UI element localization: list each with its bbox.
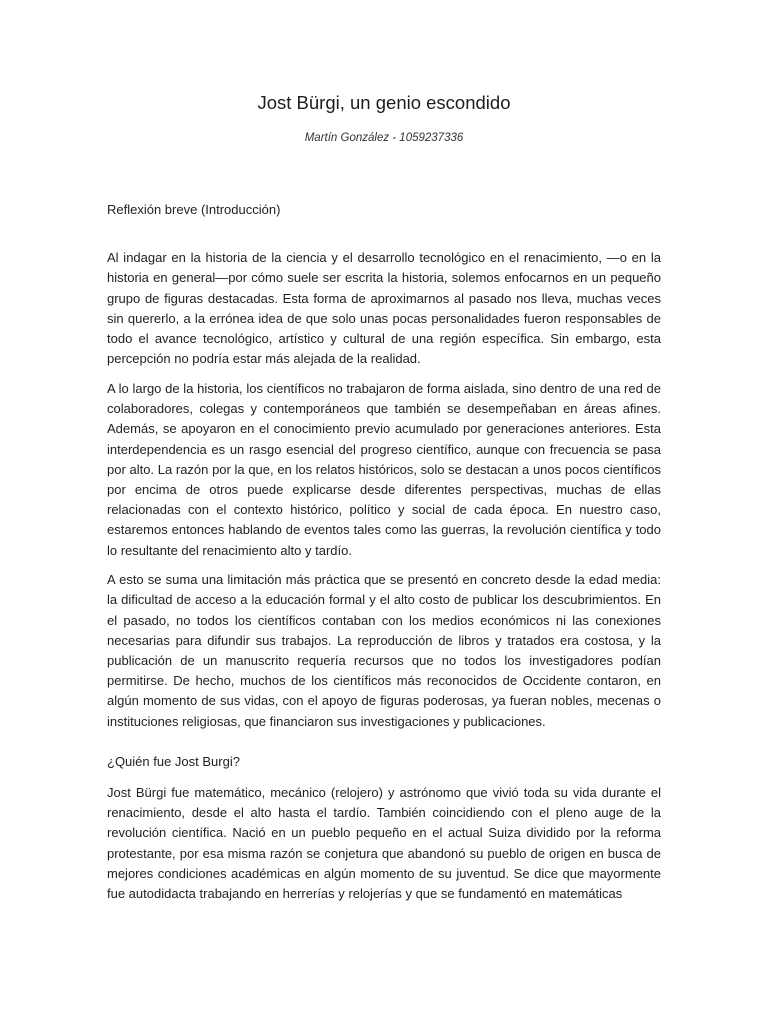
- section-introduction: [107, 200, 661, 732]
- paragraph: Jost Bürgi fue matemático, mecánico (relojero) y astrónomo que vivió toda su vida durante el renacimiento, desde el alto hasta el tardío. También coincidiendo con el pleno auge de la revolución científica. Nació en un pueblo pequeño en el actual Suiza dividido por la reforma protestante, por esa misma razón se conjetura que abandonó su pueblo de origen en busca de mejores condiciones académicas en algún momento de su juventud. Se dice que mayormente fue autodidacta trabajando en herrerías y relojerías y que se fundamentó en matemáticas: [107, 785, 661, 902]
- paragraph: Al indagar en la historia de la ciencia y el desarrollo tecnológico en el renacimiento, —o en la historia en general—por cómo suele ser escrita la historia, solemos enfocarnos en un pequeño grupo de figuras destacadas. Esta forma de aproximarnos al pasado nos lleva, muchas veces sin quererlo, a la errónea idea de que solo unas pocas personalidades fueron responsables de todo el avance tecnológico, artístico y cultural de una región específica. Sin embargo, esta percepción no podría estar más alejada de la realidad.: [107, 250, 661, 367]
- document-author: Martín González - 1059237336: [304, 132, 464, 144]
- document-title: Jost Bürgi, un genio escondido: [257, 92, 511, 113]
- paragraph: A esto se suma una limitación más práctica que se presentó en concreto desde la edad media: la dificultad de acceso a la educación formal y el alto costo de publicar los descubrimientos. En el pasado, no todos los científicos contaban con los medios económicos ni las conexiones necesarias para difundir sus trabajos. La reproducción de libros y tratados era costosa, y la publicación de un manuscrito requería recursos que no todos los investigadores podían permitirse. De hecho, muchos de los científicos más reconocidos de Occidente contaron, en algún momento de sus vidas, con el apoyo de figuras poderosas, ya fueran nobles, mecenas o instituciones religiosas, que financiaron sus investigaciones y publicaciones.: [107, 572, 661, 729]
- paragraph: A lo largo de la historia, los científicos no trabajaron de forma aislada, sino dentro de una red de colaboradores, colegas y contemporáneos que también se desempeñaban en áreas afines. Además, se apoyaron en el conocimiento previo acumulado por generaciones anteriores. Esta interdependencia es un rasgo esencial del progreso científico, aunque con frecuencia se pasa por alto. La razón por la que, en los relatos históricos, solo se destacan a unos pocos científicos por encima de otros puede explicarse desde diferentes perspectivas, muchas de ellas relacionadas con el contexto histórico, político y social de cada época. En nuestro caso, estaremos entonces hablando de eventos tales como las guerras, la revolución científica y todo lo resultante del renacimiento alto y tardío.: [107, 380, 661, 558]
- document-body: [107, 200, 661, 904]
- section-quien-fue: [107, 752, 661, 904]
- section-heading: Reflexión breve (Introducción): [107, 202, 281, 217]
- section-heading: ¿Quién fue Jost Burgi?: [107, 753, 240, 769]
